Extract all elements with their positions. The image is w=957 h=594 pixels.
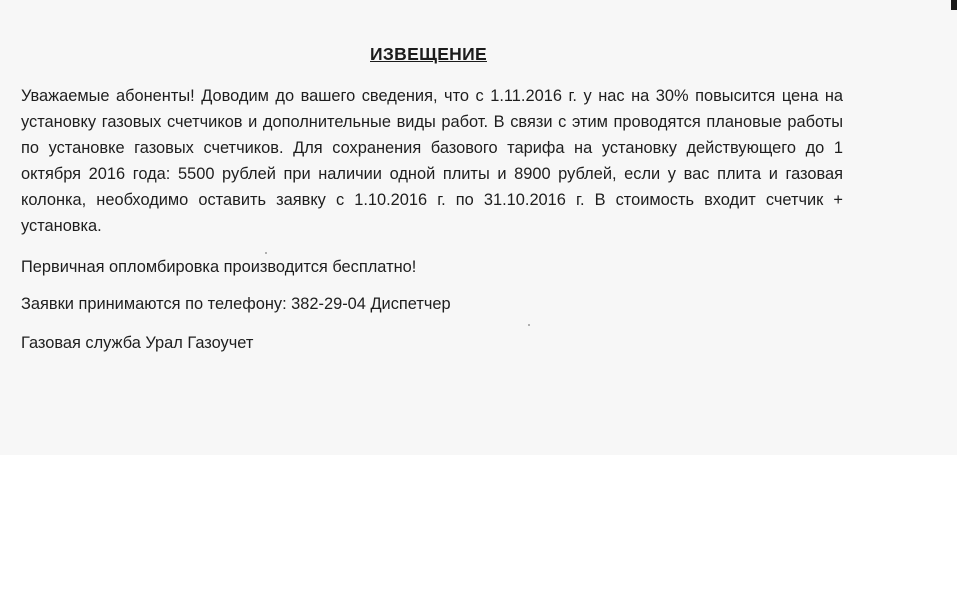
scan-speck — [265, 252, 267, 254]
scan-speck — [528, 324, 530, 326]
free-sealing-line: Первичная опломбировка производится бесплатно! — [21, 258, 417, 276]
phone-line: Заявки принимаются по телефону: 382-29-04 Диспетчер — [21, 295, 451, 313]
scan-edge-mark — [951, 0, 957, 10]
notice-body: Уважаемые абоненты! Доводим до вашего сведения, что с 1.11.2016 г. у нас на 30% повысится цена на установку газовых счетчиков и дополнительные виды работ. В связи с этим проводятся плановые работы по установке газовых счетчиков. Для сохранения базового тарифа на установку действующего до 1 октября 2016 года: 5500 рублей при наличии одной плиты и 8900 рублей, если у вас плита и газовая колонка, необходимо оставить заявку с 1.10.2016 г. по 31.10.2016 г. В стоимость входит счетчик + установка. — [21, 87, 843, 235]
signature-line: Газовая служба Урал Газоучет — [21, 334, 254, 352]
notice-title: ИЗВЕЩЕНИЕ — [370, 44, 487, 64]
